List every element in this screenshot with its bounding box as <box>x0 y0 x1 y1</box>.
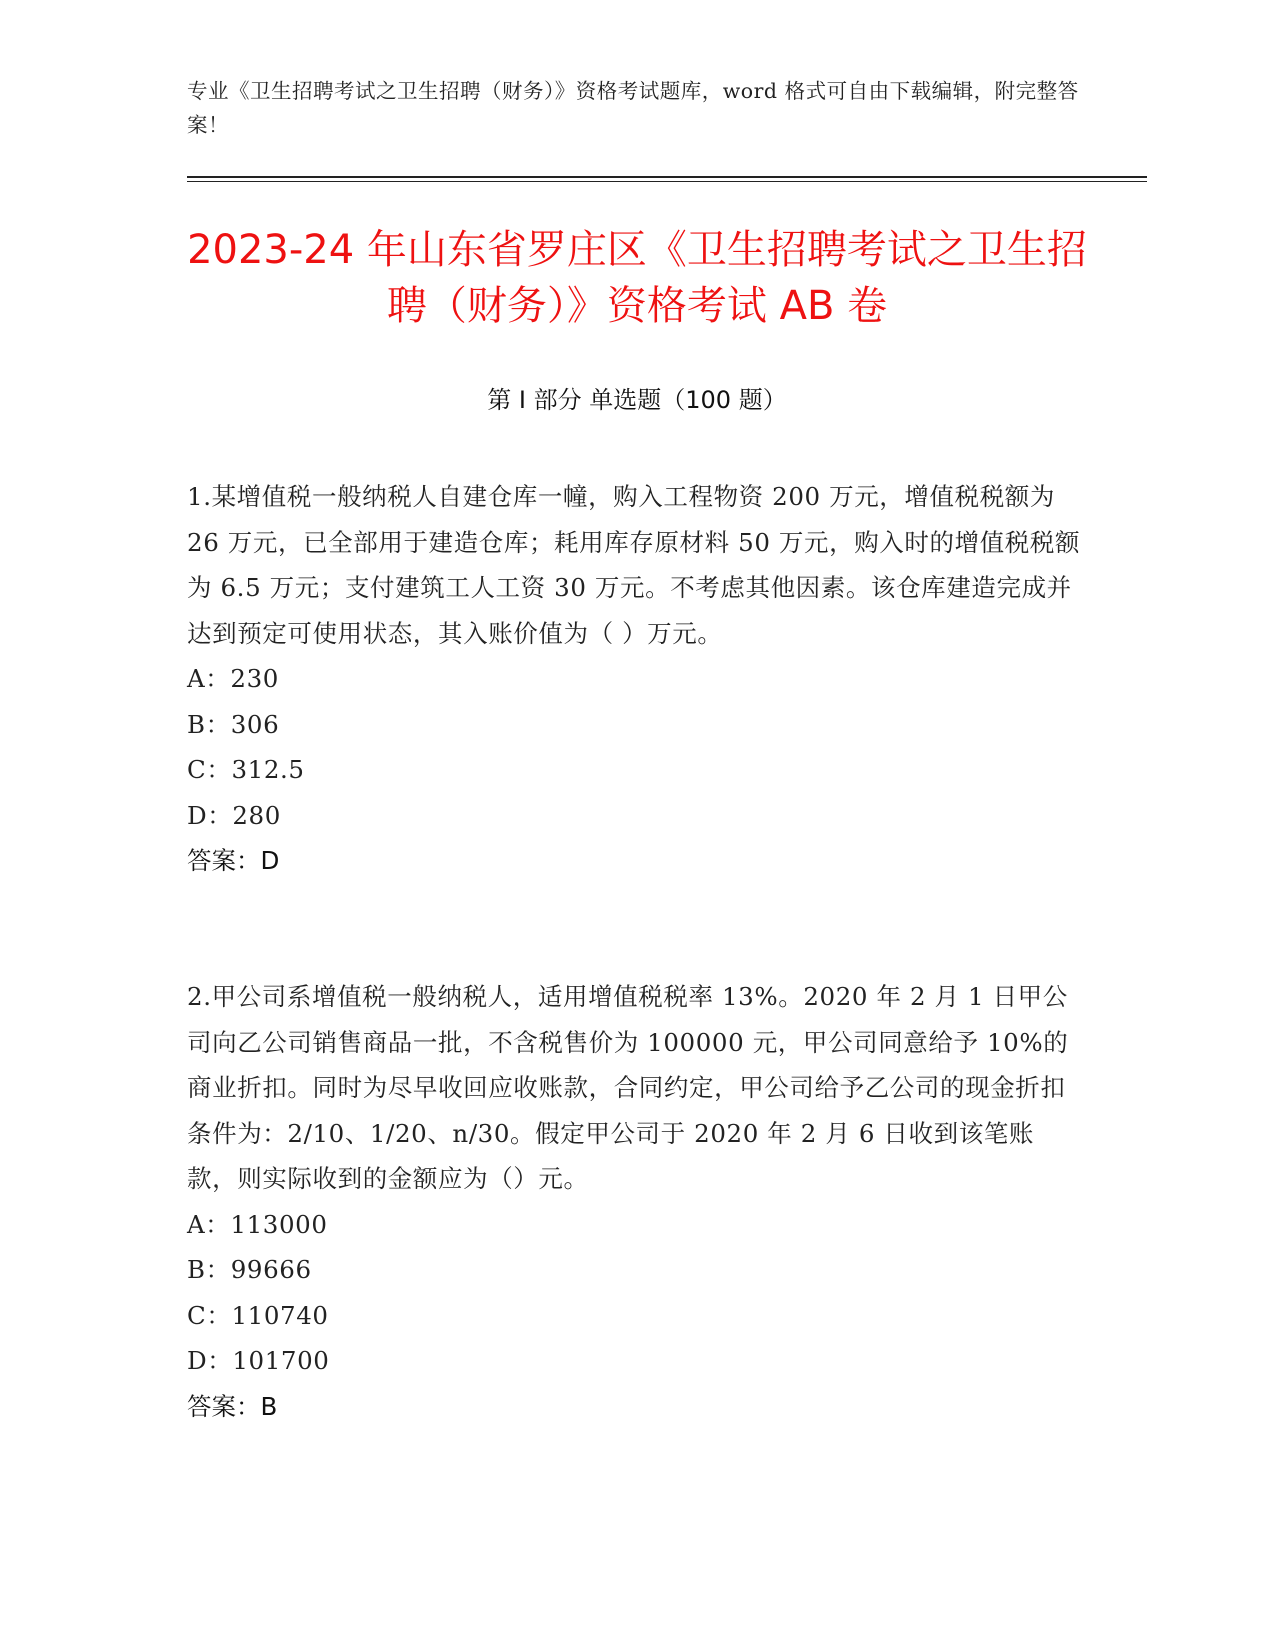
document-title: 2023-24 年山东省罗庄区《卫生招聘考试之卫生招聘（财务）》资格考试 AB 卷 <box>187 227 1087 329</box>
answer-line: 答案：D <box>187 846 280 875</box>
header-note: 专业《卫生招聘考试之卫生招聘（财务）》资格考试题库，word 格式可自由下载编辑，附完整答案！ <box>187 79 1079 137</box>
option-d: D：101700 <box>187 1346 330 1375</box>
option-c: C：312.5 <box>187 755 305 784</box>
question-block <box>187 474 1082 884</box>
option-a: A：113000 <box>187 1209 328 1239</box>
question-stem: 2.甲公司系增值税一般纳税人，适用增值税税率 13%。2020 年 2 月 1 日甲公司向乙公司销售商品一批，不含税售价为 100000 元，甲公司同意给予 10%的商业折扣。同时为尽早收回应收账款，合同约定，甲公司给予乙公司的现金折扣条件为：2/10、1/20、n/30。假定甲公司于 2020 年 2 月 6 日收到该笔账款，则实际收到的金额应为（）元。 <box>187 982 1069 1193</box>
option-b: B：99666 <box>187 1255 312 1284</box>
option-d: D：280 <box>187 800 281 830</box>
option-c: C：110740 <box>187 1300 329 1330</box>
header-divider-thick <box>187 176 1147 178</box>
option-a: A：230 <box>187 664 279 693</box>
header-divider-thin <box>187 181 1147 182</box>
section-title: 第 I 部分 单选题（100 题） <box>487 386 787 414</box>
answer-line: 答案：B <box>187 1391 278 1421</box>
option-b: B：306 <box>187 709 280 739</box>
question-block <box>187 974 1082 1429</box>
question-stem: 1.某增值税一般纳税人自建仓库一幢，购入工程物资 200 万元，增值税税额为 26 万元，已全部用于建造仓库；耗用库存原材料 50 万元，购入时的增值税税额为 6.5 万元；支付建筑工人工资 30 万元。不考虑其他因素。该仓库建造完成并达到预定可使用状态，其入账价值为（ ）万元。 <box>187 482 1081 648</box>
